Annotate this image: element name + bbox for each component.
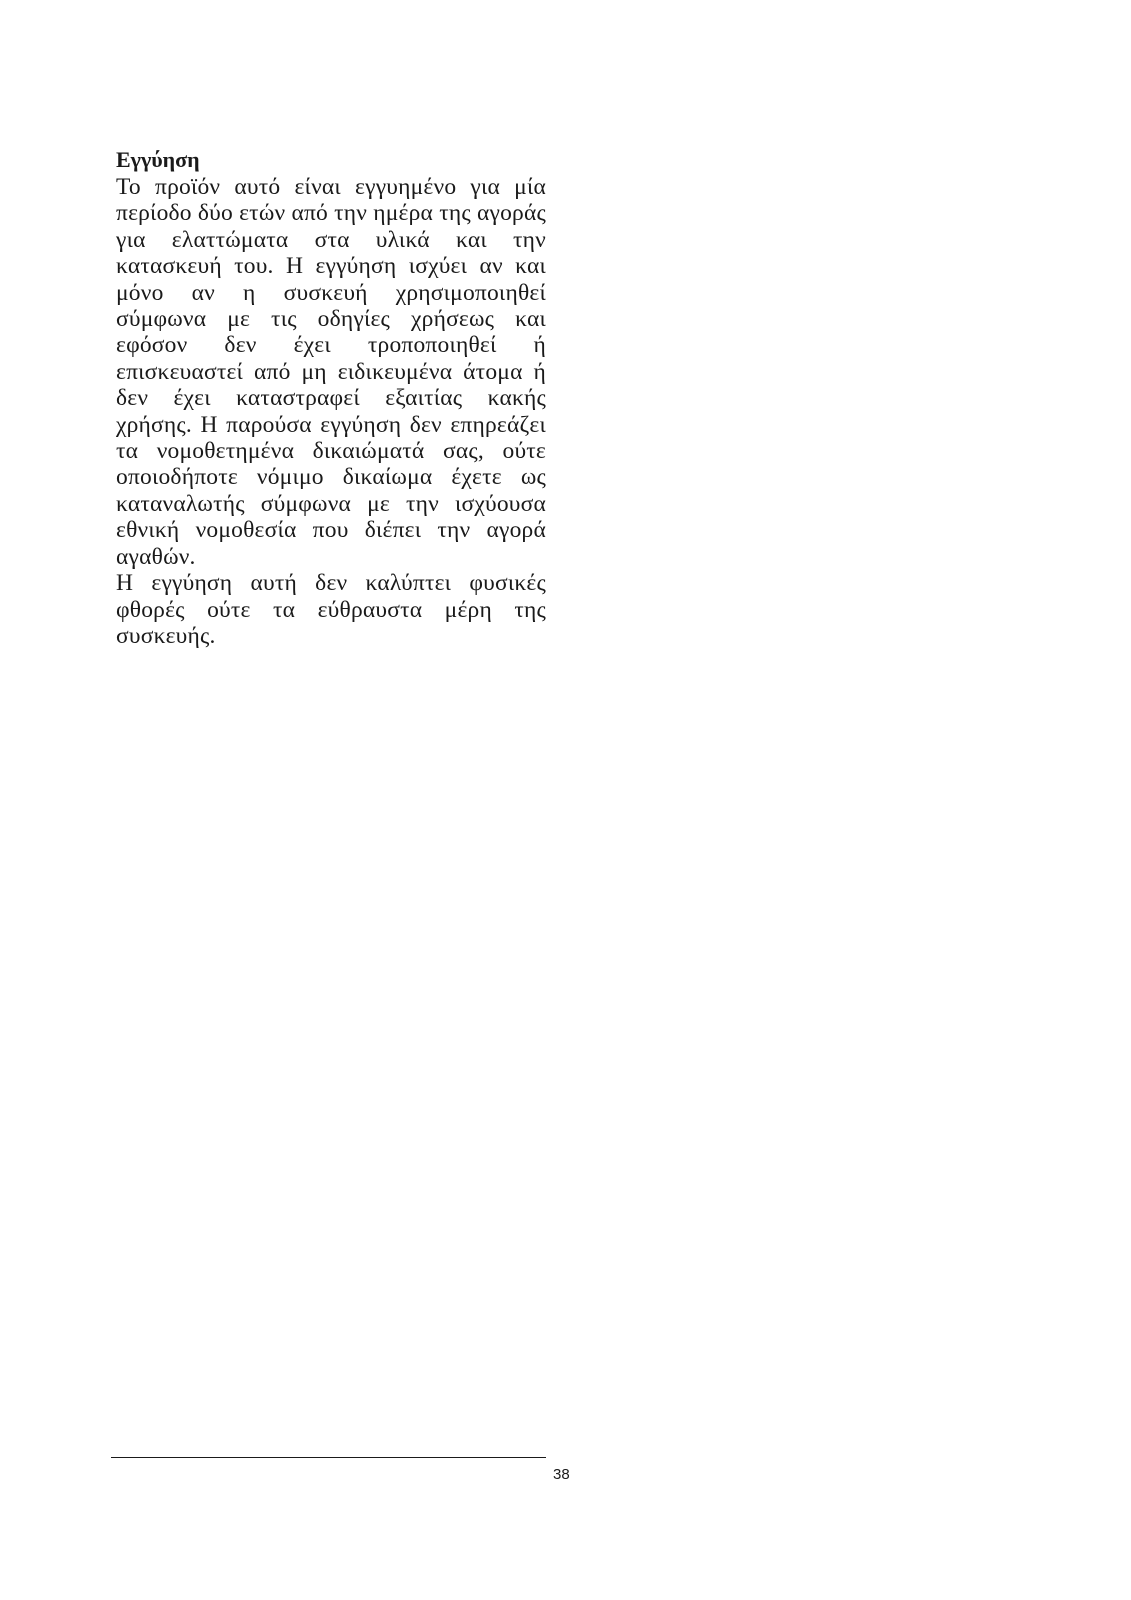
warranty-section [116,146,546,649]
warranty-paragraph-2: Η εγγύηση αυτή δεν καλύπτει φυσικές φθορές ούτε τα εύθραυστα μέρη της συσκευής. [116,570,546,649]
page-number: 38 [553,1466,570,1483]
section-heading: Εγγύηση [116,147,200,172]
footer-divider [111,1457,546,1458]
warranty-paragraph-1: Το προϊόν αυτό είναι εγγυημένο για μία περίοδο δύο ετών από την ημέρα της αγοράς για ελαττώματα στα υλικά και την κατασκευή του. Η εγγύηση ισχύει αν και μόνο αν η συσκευή χρησιμοποιηθεί σύμφωνα με τις οδηγίες χρήσεως και εφόσον δεν έχει τροποποιηθεί ή επισκευαστεί από μη ειδικευμένα άτομα ή δεν έχει καταστραφεί εξαιτίας κακής χρήσης. Η παρούσα εγγύηση δεν επηρεάζει τα νομοθετημένα δικαιώματά σας, ούτε οποιοδήποτε νόμιμο δικαίωμα έχετε ως καταναλωτής σύμφωνα με την ισχύουσα εθνική νομοθεσία που διέπει την αγορά αγαθών. [116,174,546,570]
